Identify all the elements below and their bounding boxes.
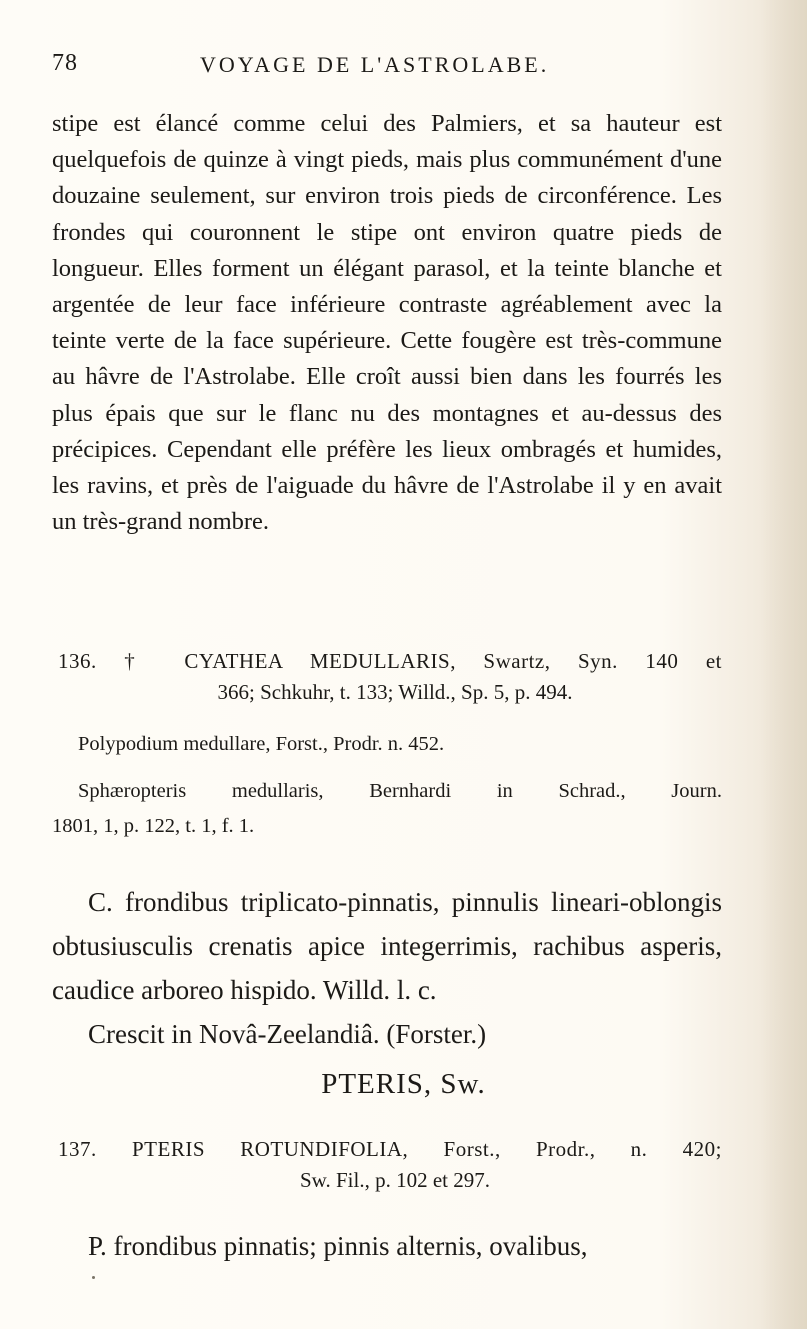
genus-heading: PTERIS, Sw. — [321, 1068, 486, 1100]
running-title: VOYAGE DE L'ASTROLABE. — [200, 52, 550, 77]
diagnosis-137: P. frondibus pinnatis; pinnis alternis, ovalibus, — [88, 1231, 588, 1261]
synonym-block — [52, 727, 722, 844]
entry-137-line-1: 137. PTERIS ROTUNDIFOLIA, Forst., Prodr., n. 420; — [58, 1137, 722, 1161]
page-edge-shadow — [759, 0, 807, 1329]
species-entry-137 — [58, 1134, 722, 1196]
synonym-sphaeropteris-line-1: Sphæropteris medullaris, Bernhardi in Schrad., Journ. — [78, 780, 722, 802]
entry-136-line-2: 366; Schkuhr, t. 133; Willd., Sp. 5, p. 494. — [217, 680, 573, 704]
synonym-sphaeropteris-line-2: 1801, 1, p. 122, t. 1, f. 1. — [52, 815, 255, 837]
entry-137-line-2: Sw. Fil., p. 102 et 297. — [300, 1168, 490, 1192]
synonym-polypodium: Polypodium medullare, Forst., Prodr. n. 452. — [78, 733, 445, 755]
diagnosis-136-text: C. frondibus triplicato-pinnatis, pinnulis lineari-oblongis obtusiusculis crenatis apice integerrimis, rachibus asperis, caudice arboreo hispido. Willd. l. c. — [52, 887, 722, 1005]
entry-136-line-1: 136. † CYATHEA MEDULLARIS, Swartz, Syn. 140 et — [58, 649, 722, 673]
body-paragraph: stipe est élancé comme celui des Palmiers, et sa hauteur est quelquefois de quinze à vingt pieds, mais plus communément d'une douzaine seulement, sur environ trois pieds de circonférence. Les frondes qui couronnent le stipe ont environ quatre pieds de longueur. Elles forment un élégant parasol, et la teinte blanche et argentée de leur face inférieure contraste agréablement avec la teinte verte de la face supérieure. Cette fougère est très-commune au hâvre de l'Astrolabe. Elle croît aussi bien dans les fourrés les plus épais que sur le flanc nu des montagnes et au-dessus des précipices. Cependant elle préfère les lieux ombragés et humides, les ravins, et près de l'aiguade du hâvre de l'Astrolabe il y en avait un très-grand nombre. — [52, 110, 722, 536]
ink-speck — [92, 1276, 95, 1279]
page-header — [52, 50, 722, 84]
diagnosis-136-habitat: Crescit in Novâ-Zeelandiâ. (Forster.) — [88, 1019, 487, 1049]
species-entry-136 — [58, 646, 722, 708]
page-number: 78 — [52, 50, 78, 76]
diagnosis-136 — [52, 880, 722, 1056]
